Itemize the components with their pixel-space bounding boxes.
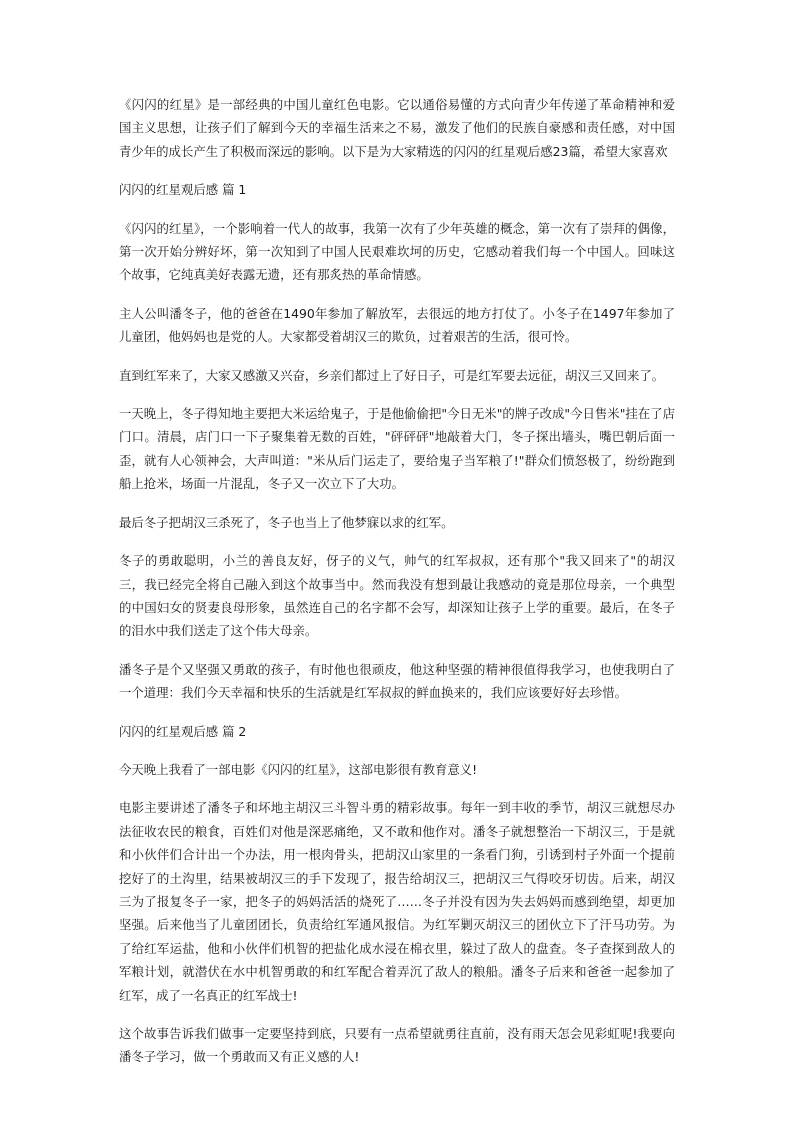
section-2-paragraph-2: 电影主要讲述了潘冬子和坏地主胡汉三斗智斗勇的精彩故事。每年一到丰收的季节，胡汉三就想尽办法征收农民的粮食，百姓们对他是深恶痛绝，又不敢和他作对。潘冬子就想整治一下胡汉三，于是就和小伙伴们合计出一个办法，用一根肉骨头，把胡汉山家里的一条看门狗，引诱到村子外面一个提前挖好了的土沟里，结果被胡汉三的手下发现了，报告给胡汉三，把胡汉三气得咬牙切齿。后来，胡汉三为了报复冬子一家，把冬子的妈妈活活的烧死了……冬子并没有因为失去妈妈而感到绝望，却更加坚强。后来他当了儿童团团长，负责给红军通风报信。为红军剿灭胡汉三的团伙立下了汗马功劳。为了给红军运盐，他和小伙伴们机智的把盐化成水浸在棉衣里，躲过了敌人的盘查。冬子查探到敌人的军粮计划，就潜伏在水中机智勇敢的和红军配合着弄沉了敌人的粮船。潘冬子后来和爸爸一起参加了红军，成了一名真正的红军战士! — [119, 800, 675, 1003]
section-2-paragraph-1: 今天晚上我看了一部电影《闪闪的红星》，这部电影很有教育意义! — [119, 761, 478, 777]
section-1-paragraph-3: 直到红军来了，大家又感激又兴奋，乡亲们都过上了好日子，可是红军要去远征，胡汉三又回来了。 — [119, 367, 665, 383]
section-1-paragraph-6: 冬子的勇敢聪明，小兰的善良友好，伢子的义气，帅气的红军叔叔，还有那个"我又回来了"的胡汉三，我已经完全将自己融入到这个故事当中。然而我没有想到最让我感动的竟是那位母亲，一个典型的中国妇女的贤妻良母形象，虽然连自己的名字都不会写，却深知让孩子上学的重要。最后，在冬子的泪水中我们送走了这个伟大母亲。 — [119, 553, 675, 639]
section-1-paragraph-1: 《闪闪的红星》，一个影响着一代人的故事，我第一次有了少年英雄的概念，第一次有了崇拜的偶像，第一次开始分辨好坏，第一次知到了中国人民艰难坎坷的历史，它感动着我们每一个中国人。回味这个故事，它纯真美好表露无遗，还有那炙热的革命情感。 — [119, 220, 675, 283]
section-1-paragraph-5: 最后冬子把胡汉三杀死了，冬子也当上了他梦寐以求的红军。 — [119, 514, 454, 530]
section-1-paragraph-7: 潘冬子是个又坚强又勇敢的孩子，有时他也很顽皮，他这种坚强的精神很值得我学习，也使我明白了一个道理：我们今天幸福和快乐的生活就是红军叔叔的鲜血换来的，我们应该要好好去珍惜。 — [119, 661, 675, 701]
section-1-title: 闪闪的红星观后感 篇 1 — [119, 182, 247, 198]
section-2-title: 闪闪的红星观后感 篇 2 — [119, 723, 247, 739]
intro-paragraph: 《闪闪的红星》是一部经典的中国儿童红色电影。它以通俗易懂的方式向青少年传递了革命精神和爱国主义思想，让孩子们了解到今天的幸福生活来之不易，激发了他们的民族自豪感和责任感，对中国青少年的成长产生了积极而深远的影响。以下是为大家精选的闪闪的红星观后感23篇，希望大家喜欢 — [119, 97, 675, 159]
section-2-paragraph-3: 这个故事告诉我们做事一定要坚持到底，只要有一点希望就勇往直前，没有雨天怎会见彩虹呢!我要向潘冬子学习，做一个勇敢而又有正义感的人! — [119, 1026, 675, 1065]
section-1-paragraph-2: 主人公叫潘冬子，他的爸爸在1490年参加了解放军，去很远的地方打仗了。小冬子在1497年参加了儿童团，他妈妈也是党的人。大家都受着胡汉三的欺负，过着艰苦的生活，很可怜。 — [119, 305, 675, 345]
section-1-paragraph-4: 一天晚上，冬子得知地主要把大米运给鬼子，于是他偷偷把"今日无米"的牌子改成"今日售米"挂在了店门口。清晨，店门口一下子聚集着无数的百姓，"砰砰砰"地敲着大门，冬子探出墙头，嘴巴朝后面一歪，就有人心领神会，大声叫道："米从后门运走了，要给鬼子当军粮了!"群众们愤怒极了，纷纷跑到船上抢米，场面一片混乱，冬子又一次立下了大功。 — [119, 406, 675, 492]
document-page — [119, 93, 675, 1084]
